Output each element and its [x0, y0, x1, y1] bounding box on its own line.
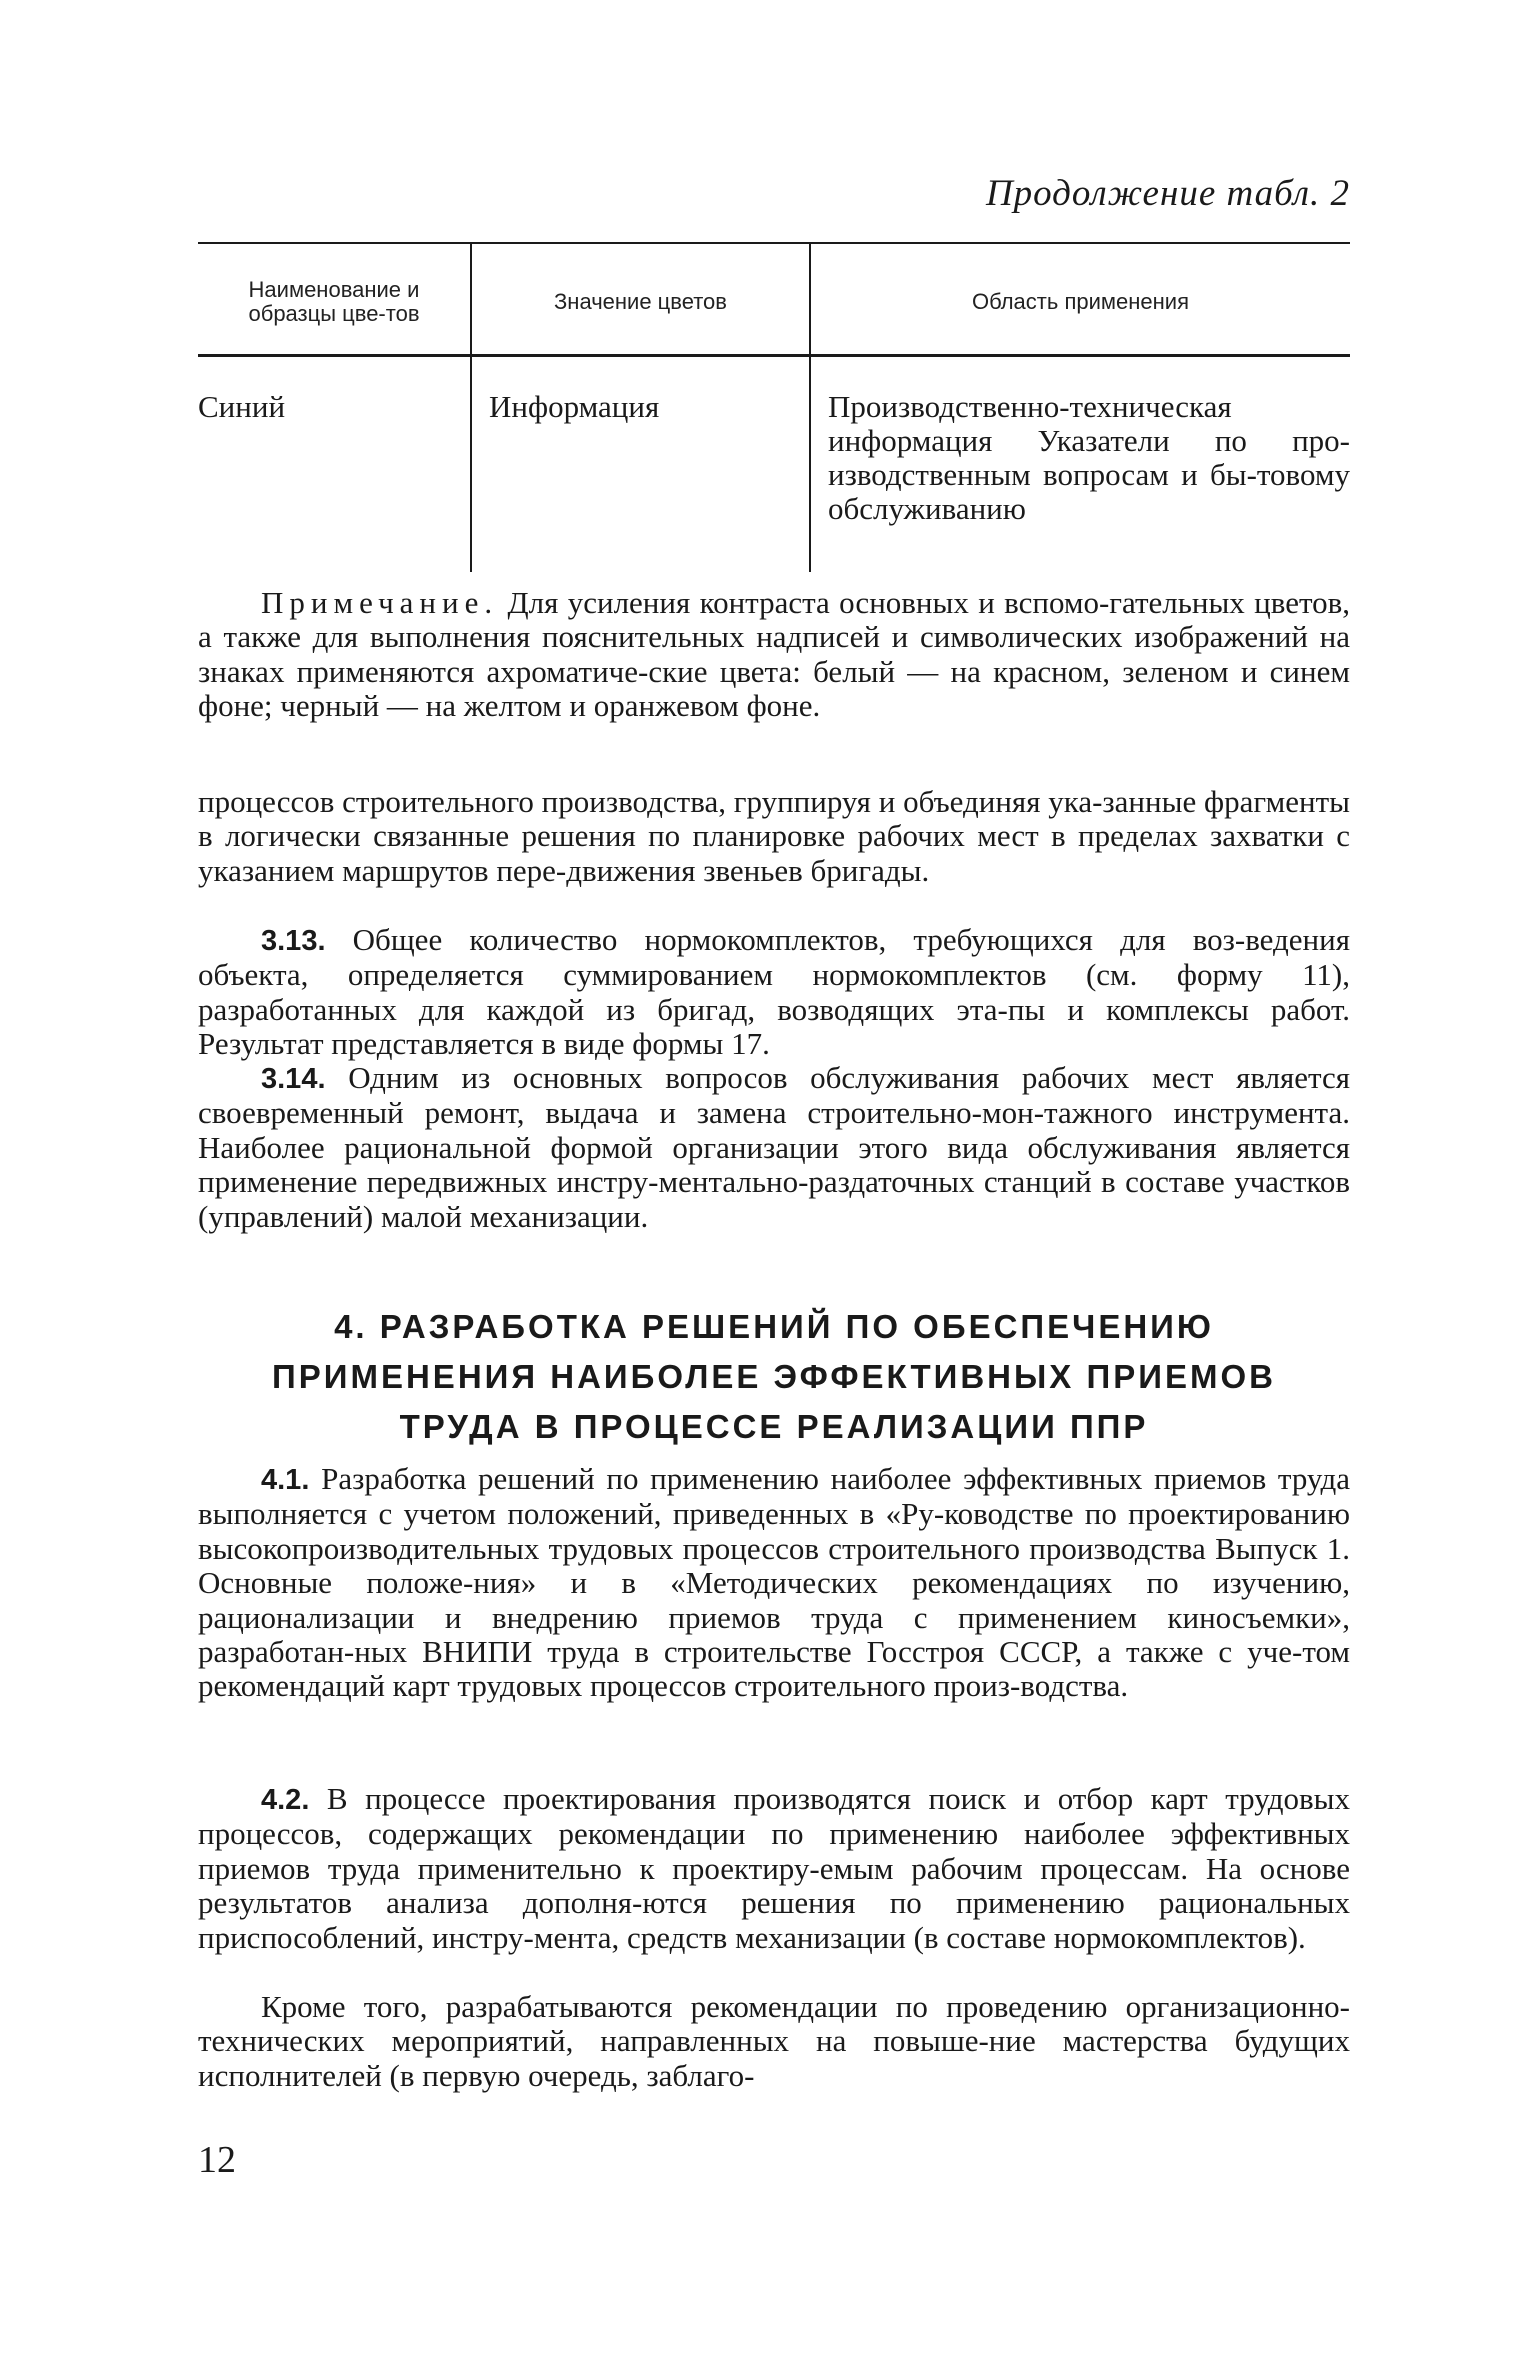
table-header-meaning: Значение цветов — [554, 289, 727, 314]
page-number: 12 — [198, 2139, 236, 2181]
note-label: Примечание. — [261, 585, 499, 620]
paragraph-3-14: 3.14. Одним из основных вопросов обслуживания рабочих мест является своевременный ремонт, выдача и замена строительно-мон-тажного инструмента. Наиболее рациональной формой организации этого вида обслуживания является применение передвижных инстру-ментально-раздаточных станций в составе участков (управлений) малой механизации. — [198, 1060, 1350, 1234]
table-continuation-title: Продолжение табл. 2 — [985, 173, 1350, 214]
paragraph-number: 4.1. — [261, 1464, 310, 1496]
table-cell-color: Синий — [198, 389, 286, 424]
paragraph-number: 3.14. — [261, 1063, 326, 1095]
table-header-rule — [198, 354, 1350, 357]
paragraph-number: 3.13. — [261, 925, 326, 957]
table-header-area: Область применения — [972, 289, 1189, 314]
paragraph: процессов строительного производства, группируя и объединяя ука-занные фрагменты в логически связанные решения по планировке рабочих мест в пределах захватки с указанием маршрутов пере-движения звеньев бригады. — [198, 784, 1350, 888]
table-top-rule — [198, 242, 1350, 244]
table-cell-area: Производственно-техническая информация Указатели по про-изводственным вопросам и бы-товому обслуживанию — [828, 389, 1350, 526]
paragraph-4-2: 4.2. В процессе проектирования производятся поиск и отбор карт трудовых процессов, содержащих рекомендации по применению наиболее эффективных приемов труда применительно к проектиру-емым рабочим процессам. На основе результатов анализа дополня-ются решения по применению рациональных приспособлений, инстру-мента, средств механизации (в составе нормокомплектов). — [198, 1781, 1350, 1955]
table-header-name: Наименование и образцы цве-тов — [248, 277, 420, 326]
section-heading: 4. РАЗРАБОТКА РЕШЕНИЙ ПО ОБЕСПЕЧЕНИЮ ПРИМЕНЕНИЯ НАИБОЛЕЕ ЭФФЕКТИВНЫХ ПРИЕМОВ ТРУДА В ПРОЦЕССЕ РЕАЛИЗАЦИИ ППР — [272, 1308, 1276, 1445]
paragraph-4-1: 4.1. Разработка решений по применению наиболее эффективных приемов труда выполняется с учетом положений, приведенных в «Ру-ководстве по проектированию высокопроизводительных трудовых процессов строительного производства Выпуск 1. Основные положе-ния» и в «Методических рекомендациях по изучению, рационализации и внедрению приемов труда с применением киносъемки», разработан-ных ВНИПИ труда в строительстве Госстроя СССР, а также с уче-том рекомендаций карт трудовых процессов строительного произ-водства. — [198, 1461, 1351, 1704]
note-text: Для усиления контраста основных и вспомо-гательных цветов, а также для выполнения пояснительных надписей и символических изображений на знаках применяются ахроматиче-ские цвета: белый — на красном, зеленом и синем фоне; черный — на желтом и оранжевом фоне. — [198, 585, 1350, 724]
paragraph-3-13: 3.13. Общее количество нормокомплектов, требующихся для воз-ведения объекта, определяется суммированием нормокомплектов (см. форму 11), разработанных для каждой из бригад, возводящих эта-пы и комплексы работ. Результат представляется в виде формы 17. — [198, 922, 1350, 1062]
table-cell-meaning: Информация — [489, 389, 660, 424]
paragraph: Кроме того, разрабатываются рекомендации по проведению организационно-технических мероприятий, направленных на повыше-ние мастерства будущих исполнителей (в первую очередь, заблаго- — [198, 1989, 1350, 2093]
paragraph-number: 4.2. — [261, 1784, 310, 1816]
table-note — [198, 586, 1350, 724]
colors-table — [198, 242, 1350, 572]
